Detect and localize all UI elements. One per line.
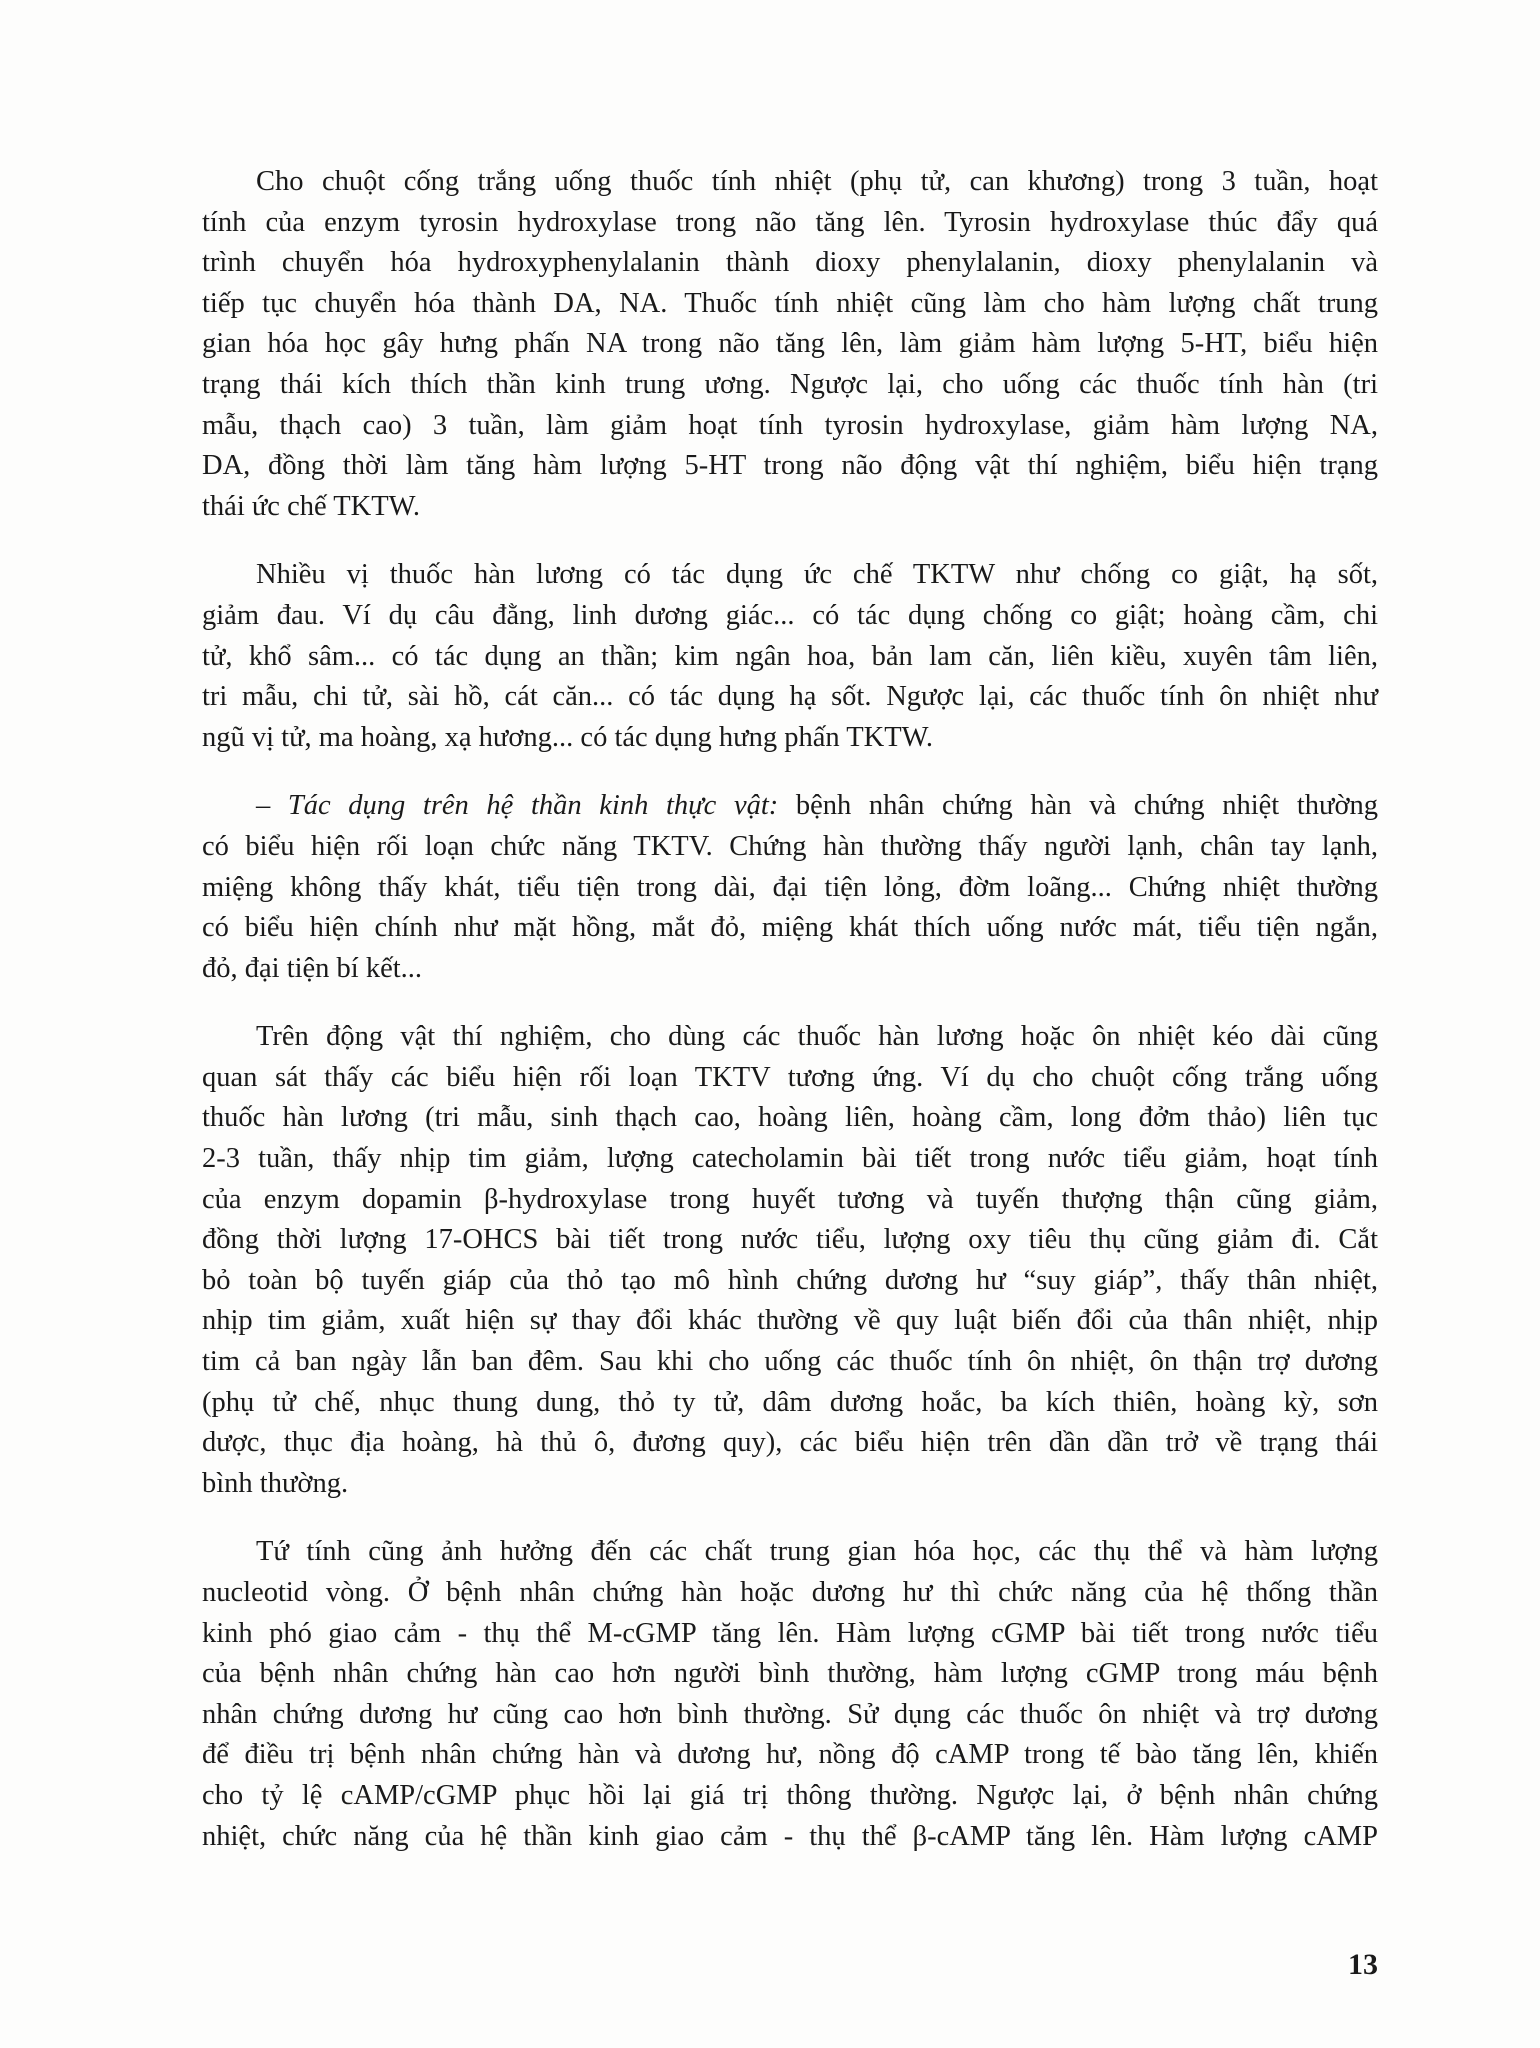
text-line: thuốc hàn lương (tri mẫu, sinh thạch cao, hoàng liên, hoàng cầm, long đởm thảo) liên tục: [202, 1102, 1378, 1134]
text-line: nhịp tim giảm, xuất hiện sự thay đổi khác thường về quy luật biến đổi của thân nhiệt, nhịp: [202, 1305, 1378, 1337]
text-line: tử, khổ sâm... có tác dụng an thần; kim ngân hoa, bản lam căn, liên kiều, xuyên tâm liên,: [202, 640, 1378, 672]
text-line: tri mẫu, chi tử, sài hồ, cát căn... có tác dụng hạ sốt. Ngược lại, các thuốc tính ôn nhiệt như: [202, 681, 1378, 713]
paragraph: [202, 555, 1378, 758]
paragraph: [202, 1532, 1378, 1857]
text-line: bình thường.: [202, 1467, 349, 1499]
text-line: dược, thục địa hoàng, hà thủ ô, đương quy), các biểu hiện trên dần dần trở về trạng thái: [202, 1427, 1378, 1459]
text-line: của enzym dopamin β-hydroxylase trong huyết tương và tuyến thượng thận cũng giảm,: [202, 1183, 1378, 1215]
text-line: nhân chứng dương hư cũng cao hơn bình thường. Sử dụng các thuốc ôn nhiệt và trợ dương: [202, 1698, 1378, 1730]
text-line: Cho chuột cống trắng uống thuốc tính nhiệt (phụ tử, can khương) trong 3 tuần, hoạt: [256, 166, 1378, 197]
text-line: mẫu, thạch cao) 3 tuần, làm giảm hoạt tính tyrosin hydroxylase, giảm hàm lượng NA,: [202, 409, 1378, 441]
italic-heading: Tác dụng trên hệ thần kinh thực vật:: [287, 790, 779, 822]
text-line: trình chuyển hóa hydroxyphenylalanin thành dioxy phenylalanin, dioxy phenylalanin và: [202, 247, 1378, 279]
text-line: (phụ tử chế, nhục thung dung, thỏ ty tử, dâm dương hoắc, ba kích thiên, hoàng kỳ, sơn: [202, 1386, 1378, 1418]
text-line: đỏ, đại tiện bí kết...: [202, 952, 423, 984]
text-line: bỏ toàn bộ tuyến giáp của thỏ tạo mô hình chứng dương hư “suy giáp”, thấy thân nhiệt,: [202, 1264, 1378, 1296]
text-line: ngũ vị tử, ma hoàng, xạ hương... có tác dụng hưng phấn TKTW.: [202, 721, 934, 753]
text-line: Tứ tính cũng ảnh hưởng đến các chất trung gian hóa học, các thụ thể và hàm lượng: [256, 1536, 1378, 1568]
text-line: để điều trị bệnh nhân chứng hàn và dương hư, nồng độ cAMP trong tế bào tăng lên, khiến: [202, 1739, 1378, 1771]
text-line: gian hóa học gây hưng phấn NA trong não tăng lên, làm giảm hàm lượng 5-HT, biểu hiện: [202, 328, 1378, 360]
text-line: nucleotid vòng. Ở bệnh nhân chứng hàn hoặc dương hư thì chức năng của hệ thống thần: [202, 1577, 1378, 1608]
text-line: kinh phó giao cảm - thụ thể M-cGMP tăng lên. Hàm lượng cGMP bài tiết trong nước tiểu: [202, 1617, 1378, 1649]
text-line: cho tỷ lệ cAMP/cGMP phục hồi lại giá trị thông thường. Ngược lại, ở bệnh nhân chứng: [202, 1779, 1378, 1811]
body-text: [202, 162, 1378, 1885]
text-line: [202, 786, 1378, 827]
text-line: thái ức chế TKTW.: [202, 490, 421, 522]
text-line: có biểu hiện rối loạn chức năng TKTV. Chứng hàn thường thấy người lạnh, chân tay lạnh,: [202, 830, 1378, 862]
text-line: của bệnh nhân chứng hàn cao hơn người bình thường, hàm lượng cGMP trong máu bệnh: [202, 1658, 1378, 1690]
text-line: Nhiều vị thuốc hàn lương có tác dụng ức chế TKTW như chống co giật, hạ sốt,: [256, 559, 1378, 591]
text-line: giảm đau. Ví dụ câu đằng, linh dương giác... có tác dụng chống co giật; hoàng cầm, chi: [202, 599, 1378, 631]
text-line: tính của enzym tyrosin hydroxylase trong não tăng lên. Tyrosin hydroxylase thúc đẩy quá: [202, 206, 1378, 238]
paragraph: [202, 1017, 1378, 1504]
paragraph: [202, 786, 1378, 989]
list-dash: –: [256, 790, 271, 822]
text-line: miệng không thấy khát, tiểu tiện trong dài, đại tiện lỏng, đờm loãng... Chứng nhiệt thường: [202, 871, 1378, 903]
text-line: đồng thời lượng 17-OHCS bài tiết trong nước tiểu, lượng oxy tiêu thụ cũng giảm đi. Cắt: [202, 1224, 1378, 1256]
text-line: tiếp tục chuyển hóa thành DA, NA. Thuốc tính nhiệt cũng làm cho hàm lượng chất trung: [202, 287, 1378, 319]
paragraph: [202, 162, 1378, 527]
text-line: tim cả ban ngày lẫn ban đêm. Sau khi cho uống các thuốc tính ôn nhiệt, ôn thận trợ dương: [202, 1346, 1378, 1378]
page-number: 13: [1348, 1948, 1378, 1981]
text-line: 2-3 tuần, thấy nhịp tim giảm, lượng catecholamin bài tiết trong nước tiểu giảm, hoạt tính: [202, 1143, 1378, 1175]
text-line: DA, đồng thời làm tăng hàm lượng 5-HT trong não động vật thí nghiệm, biểu hiện trạng: [202, 450, 1378, 482]
text-line: trạng thái kích thích thần kinh trung ương. Ngược lại, cho uống các thuốc tính hàn (tri: [202, 368, 1378, 400]
text-line: quan sát thấy các biểu hiện rối loạn TKTV tương ứng. Ví dụ cho chuột cống trắng uống: [202, 1061, 1378, 1093]
text-run: bệnh nhân chứng hàn và chứng nhiệt thường: [778, 790, 1379, 822]
text-line: Trên động vật thí nghiệm, cho dùng các thuốc hàn lương hoặc ôn nhiệt kéo dài cũng: [256, 1021, 1378, 1053]
text-line: có biểu hiện chính như mặt hồng, mắt đỏ, miệng khát thích uống nước mát, tiểu tiện ngắn,: [202, 912, 1378, 944]
text-line: nhiệt, chức năng của hệ thần kinh giao cảm - thụ thể β-cAMP tăng lên. Hàm lượng cAMP: [202, 1820, 1378, 1852]
